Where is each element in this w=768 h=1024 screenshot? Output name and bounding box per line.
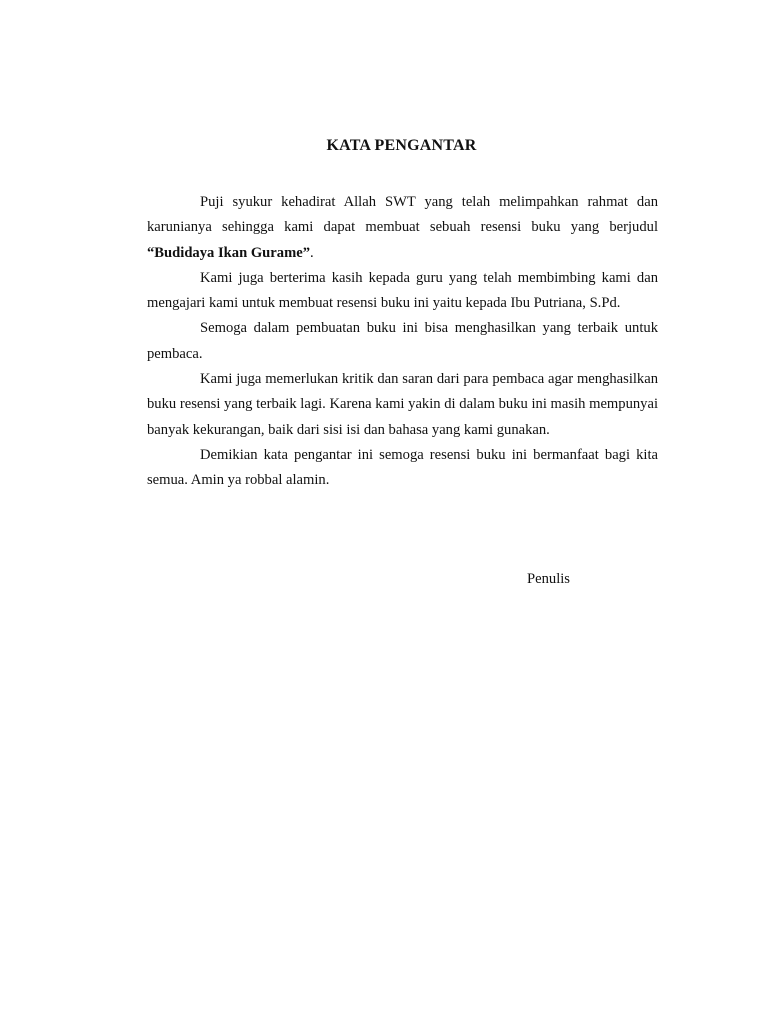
paragraph-gratitude [147,190,658,266]
document-body [147,190,658,494]
page-title: KATA PENGANTAR [326,137,477,154]
paragraph-feedback: Kami juga memerlukan kritik dan saran dari para pembaca agar menghasilkan buku resensi yang terbaik lagi. Karena kami yakin di dalam buku ini masih mempunyai banyak kekurangan, baik dari sisi isi dan bahasa yang kami gunakan. [147,371,658,438]
signature: Penulis [527,571,570,587]
paragraph-closing: Demikian kata pengantar ini semoga resensi buku ini bermanfaat bagi kita semua. Amin ya robbal alamin. [147,446,658,489]
paragraph-thanks: Kami juga berterima kasih kepada guru yang telah membimbing kami dan mengajari kami untuk membuat resensi buku ini yaitu kepada Ibu Putriana, S.Pd. [147,269,658,312]
paragraph-hope: Semoga dalam pembuatan buku ini bisa menghasilkan yang terbaik untuk pembaca. [147,320,658,362]
paragraph-gratitude-end: . [310,244,314,261]
paragraph-gratitude-text: Puji syukur kehadirat Allah SWT yang telah melimpahkan rahmat dan karunianya sehingga kami dapat membuat sebuah resensi buku yang berjudul [147,194,658,236]
book-title: “Budidaya Ikan Gurame” [147,244,311,261]
